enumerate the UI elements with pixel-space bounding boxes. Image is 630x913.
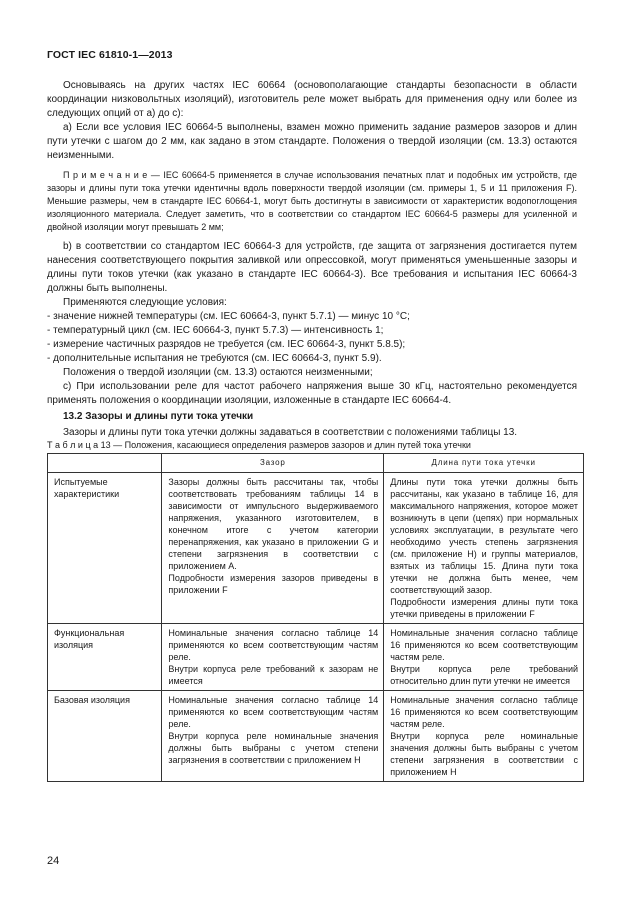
table-header-row bbox=[48, 454, 584, 473]
condition-item: - температурный цикл (см. IEC 60664-3, пункт 5.7.3) — интенсивность 1; bbox=[47, 325, 384, 336]
document-header: ГОСТ IEC 61810-1—2013 bbox=[47, 49, 173, 61]
condition-item: - дополнительные испытания не требуются (см. IEC 60664-3, пункт 5.9). bbox=[47, 353, 382, 364]
creepage-cell bbox=[384, 691, 584, 782]
conditions-intro: Применяются следующие условия: bbox=[63, 297, 227, 308]
table-row bbox=[48, 691, 584, 782]
note-text: — IEC 60664-5 применяется в случае использования печатных плат и подобных им устройств, где зазоры и длины пути тока утечки идентичны вдоль поверхности твердой изоляции (см. примеры 1, 5 и 11 приложения F). Меньшие размеры, чем в стандарте IEC 60664-1, могут быть достигнуты в зависимости от характеристик водопоглощения изоляционного материала. Следует заметить, что в соответствии со стандартом IEC 60664-5 размеры для усиленной и двойной изоляции могут превышать 2 мм; bbox=[47, 170, 577, 232]
cell-text: Номинальные значения согласно таблице 14 применяются ко всем соответствующим частям реле. bbox=[168, 695, 379, 729]
option-c-paragraph: с) При использовании реле для частот рабочего напряжения выше 30 кГц, настоятельно рекомендуется применять положения о координации изоляции, изложенные в стандарте IEC 60664-4. bbox=[47, 381, 577, 406]
creepage-cell bbox=[384, 624, 584, 691]
condition-item: - значение нижней температуры (см. IEC 60664-3, пункт 5.7.1) — минус 10 °С; bbox=[47, 311, 410, 322]
section-paragraph: Зазоры и длины пути тока утечки должны задаваться в соответствии с положениями таблицы 13. bbox=[63, 427, 518, 438]
intro-paragraph: Основываясь на других частях IEC 60664 (основополагающие стандарты безопасности в области координации низковольтных изоляций), изготовитель реле может выбрать для применения одну или более из следующих опций от а) до с): bbox=[47, 80, 577, 119]
table-caption-text: 13 — Положения, касающиеся определения размеров зазоров и длин путей тока утечки bbox=[98, 440, 471, 450]
option-b-paragraph: b) в соответствии со стандартом IEC 60664-3 для устройств, где защита от загрязнения достигается путем нанесения соответствующего покрытия заливкой или опрессовкой, могут применяться уменьшенные зазоры и длины пути токов утечки (как указано в стандарте IEC 60664-3). Все требования и испытания IEC 60664-3 должны быть выполнены. bbox=[47, 241, 577, 294]
cell-text: Зазоры должны быть рассчитаны так, чтобы соответствовать требованиям таблицы 14 в зависимости от импульсного выдерживаемого напряжения, указанного изготовителем, в конечном итоге с учетом категории перенапряжения, как указано в приложении G и степени загрязнения в соответствии с приложением А. bbox=[168, 477, 379, 571]
solid-insulation-paragraph: Положения о твердой изоляции (см. 13.3) остаются неизменными; bbox=[63, 367, 373, 378]
clearance-cell bbox=[162, 473, 384, 624]
clearance-cell bbox=[162, 691, 384, 782]
cell-text: Подробности измерения длины пути тока утечки приведены в приложении F bbox=[390, 597, 578, 619]
cell-text: Внутри корпуса реле требований относительно длин пути утечки не имеется bbox=[390, 664, 578, 686]
row-label: Базовая изоляция bbox=[48, 691, 162, 782]
section-heading: 13.2 Зазоры и длины пути тока утечки bbox=[63, 411, 254, 422]
table-header-cell: Зазор bbox=[162, 454, 384, 473]
table-13 bbox=[47, 453, 584, 782]
cell-text: Внутри корпуса реле требований к зазорам не имеется bbox=[168, 664, 379, 686]
creepage-cell bbox=[384, 473, 584, 624]
cell-text: Номинальные значения согласно таблице 14 применяются ко всем соответствующим частям реле. bbox=[168, 628, 379, 662]
table-row bbox=[48, 624, 584, 691]
option-a-paragraph: а) Если все условия IEC 60664-5 выполнены, взамен можно применить задание размеров зазоров и длин пути утечки с шагом до 2 мм, как задано в этом стандарте. Положения о твердой изоляции (см. 13.3) остаются неизменными. bbox=[47, 122, 577, 161]
page-number: 24 bbox=[47, 855, 60, 867]
cell-text: Подробности измерения зазоров приведены в приложении F bbox=[168, 573, 379, 595]
table-caption bbox=[47, 439, 587, 451]
cell-text: Внутри корпуса реле номинальные значения должны быть выбраны с учетом степени загрязнения в соответствии с приложением Н bbox=[390, 731, 578, 777]
note-label: П р и м е ч а н и е bbox=[63, 170, 148, 180]
row-label: Испытуемые характеристики bbox=[48, 473, 162, 624]
table-caption-label: Т а б л и ц а bbox=[47, 440, 99, 450]
cell-text: Номинальные значения согласно таблице 16 применяются ко всем соответствующим частям реле. bbox=[390, 628, 578, 662]
cell-text: Внутри корпуса реле номинальные значения должны быть выбраны с учетом степени загрязнения в соответствии с приложением Н bbox=[168, 731, 379, 765]
cell-text: Номинальные значения согласно таблице 16 применяются ко всем соответствующим частям реле. bbox=[390, 695, 578, 729]
note-paragraph bbox=[47, 169, 577, 234]
table-row bbox=[48, 473, 584, 624]
condition-item: - измерение частичных разрядов не требуется (см. IEC 60664-3, пункт 5.8.5); bbox=[47, 339, 406, 350]
main-text bbox=[47, 79, 577, 440]
clearance-cell bbox=[162, 624, 384, 691]
table-header-cell: Длина пути тока утечки bbox=[384, 454, 584, 473]
row-label: Функциональная изоляция bbox=[48, 624, 162, 691]
cell-text: Длины пути тока утечки должны быть рассчитаны, как указано в таблице 16, для максимального напряжения, которое может возникнуть в цепи (цепях) при нормальных условиях эксплуатации, в результате чего необходимо учесть степень загрязнения (см. приложение Н) и группы материалов, взятых из таблицы 15. Длина пути тока утечки не должна быть менее, чем соответствующий зазор. bbox=[390, 477, 578, 595]
table-header-cell bbox=[48, 454, 162, 473]
